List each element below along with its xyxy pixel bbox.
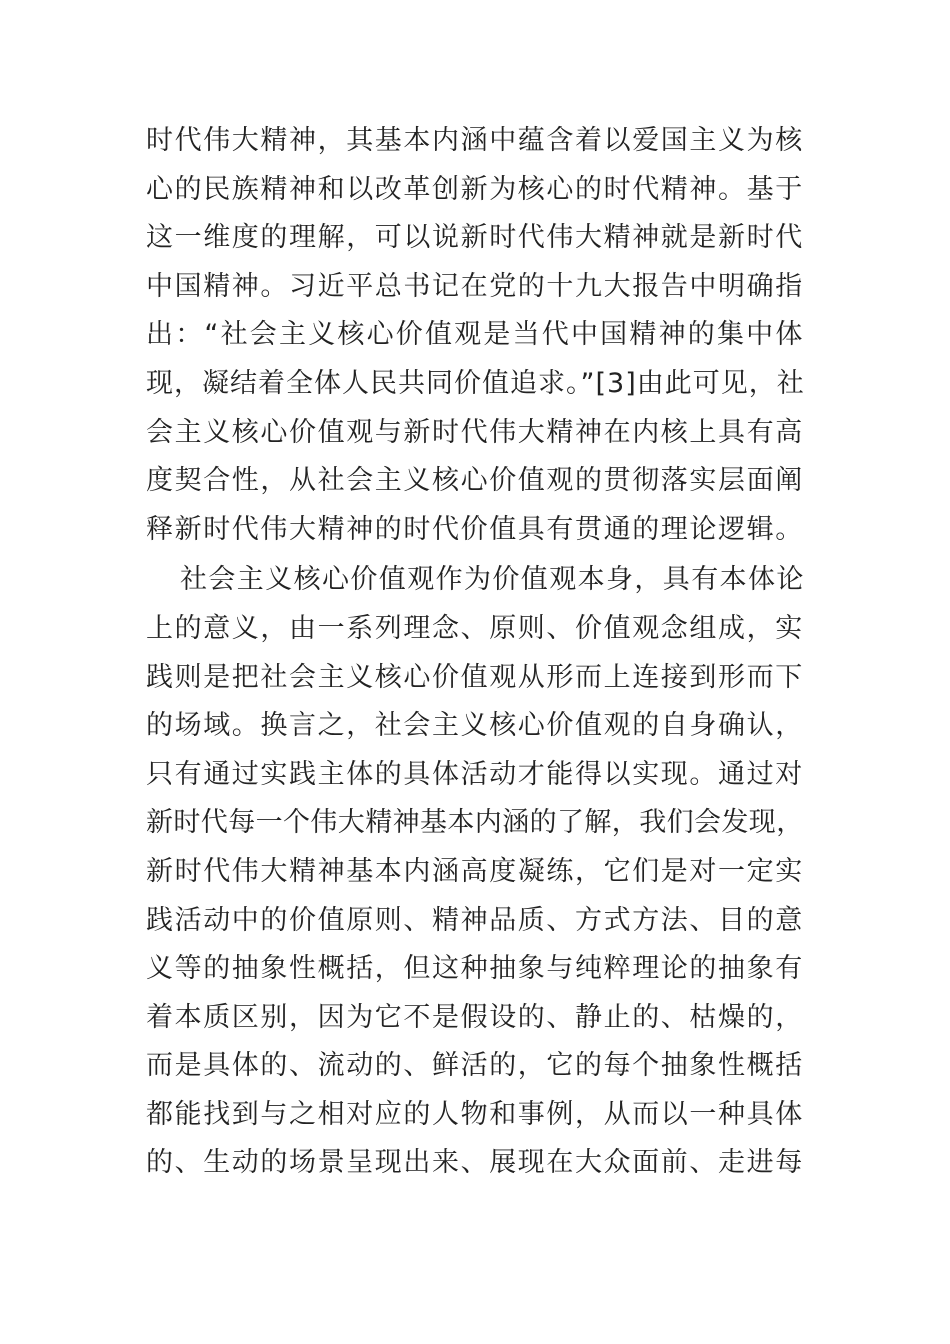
text-line: 中国精神。习近平总书记在党的十九大报告中明确指	[146, 270, 804, 302]
document-body	[146, 117, 806, 1188]
text-line: 上的意义，由一系列理念、原则、价值观念组成，实	[146, 612, 804, 644]
text-line: 出：“社会主义核心价值观是当代中国精神的集中体	[146, 319, 805, 351]
text-line: 践活动中的价值原则、精神品质、方式方法、目的意	[146, 904, 804, 936]
text-line: 的场域。换言之，社会主义核心价值观的自身确认，	[146, 710, 804, 742]
paragraph-2	[146, 556, 806, 1188]
text-line: 只有通过实践主体的具体活动才能得以实现。通过对	[146, 758, 804, 790]
text-line: 的、生动的场景呈现出来、展现在大众面前、走进每	[146, 1147, 804, 1179]
text-line: 社会主义核心价值观作为价值观本身，具有本体论	[180, 564, 805, 596]
text-line: 着本质区别，因为它不是假设的、静止的、枯燥的，	[146, 1001, 804, 1033]
text-line: 度契合性，从社会主义核心价值观的贯彻落实层面阐	[146, 465, 804, 497]
text-line: 会主义核心价值观与新时代伟大精神在内核上具有高	[146, 416, 804, 448]
paragraph-1	[146, 117, 806, 554]
text-line: 心的民族精神和以改革创新为核心的时代精神。基于	[146, 173, 804, 205]
text-line: 新时代伟大精神基本内涵高度凝练，它们是对一定实	[146, 855, 804, 887]
text-line: 而是具体的、流动的、鲜活的，它的每个抽象性概括	[146, 1050, 804, 1082]
text-line: 释新时代伟大精神的时代价值具有贯通的理论逻辑。	[146, 513, 804, 545]
text-line: 现，凝结着全体人民共同价值追求。”[3]由此可见，社	[146, 367, 805, 399]
text-line: 义等的抽象性概括，但这种抽象与纯粹理论的抽象有	[146, 953, 804, 985]
text-line: 新时代每一个伟大精神基本内涵的了解，我们会发现，	[146, 807, 804, 839]
text-line: 时代伟大精神，其基本内涵中蕴含着以爱国主义为核	[146, 125, 804, 156]
text-line: 这一维度的理解，可以说新时代伟大精神就是新时代	[146, 222, 804, 254]
text-line: 践则是把社会主义核心价值观从形而上连接到形而下	[146, 661, 804, 693]
text-line: 都能找到与之相对应的人物和事例，从而以一种具体	[146, 1098, 804, 1130]
